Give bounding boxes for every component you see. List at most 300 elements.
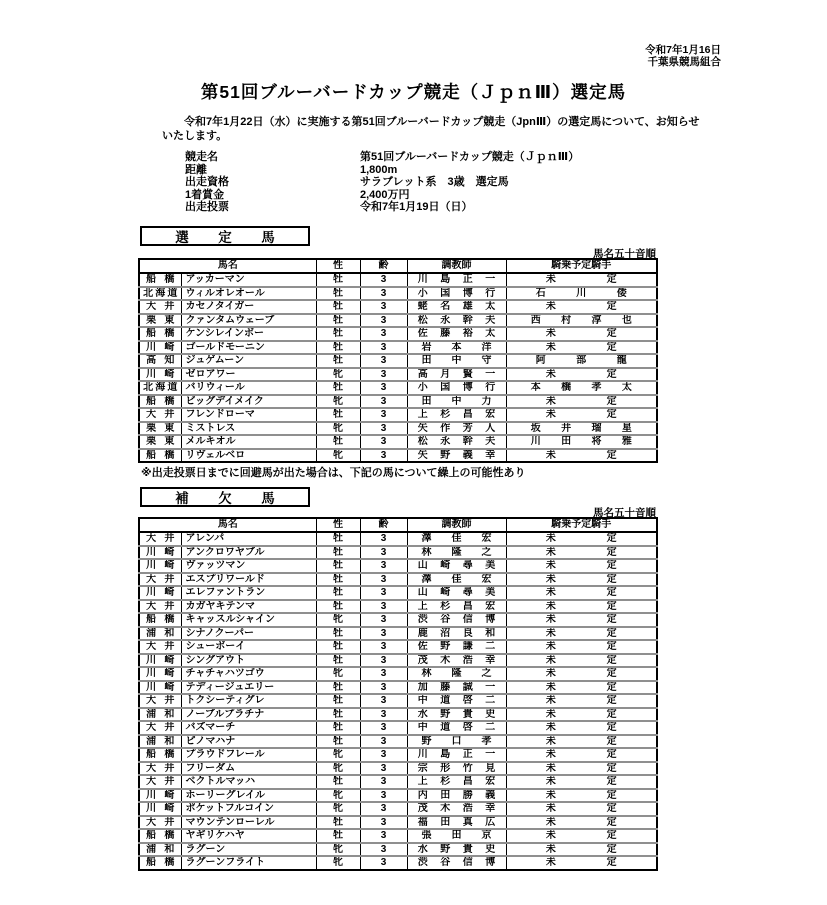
cell-jockey: 未 定 <box>506 681 657 695</box>
cell-track: 大 井 <box>139 775 181 789</box>
horse-row <box>139 640 657 654</box>
cell-sex: 牡 <box>316 381 360 395</box>
cell-track: 浦 和 <box>139 627 181 641</box>
race-name-value: 第51回ブルーバードカップ競走（ＪｐｎⅢ） <box>360 151 580 163</box>
doc-meta <box>645 44 721 68</box>
horse-row <box>139 843 657 857</box>
order-note-reserve: 馬名五十音順 <box>593 507 656 519</box>
cell-sex: 牝 <box>316 748 360 762</box>
cell-name: フリーダム <box>181 762 316 776</box>
horse-row <box>139 748 657 762</box>
cell-track: 川 崎 <box>139 667 181 681</box>
cell-name: ベクトルマッハ <box>181 775 316 789</box>
cell-trainer: 佐 野 謙 二 <box>407 640 506 654</box>
cell-track: 川 崎 <box>139 654 181 668</box>
cell-track: 栗 東 <box>139 435 181 449</box>
cell-sex: 牡 <box>316 586 360 600</box>
cell-age: 3 <box>360 654 407 668</box>
cell-trainer: 上 杉 昌 宏 <box>407 775 506 789</box>
cell-trainer: 山 崎 尋 美 <box>407 559 506 573</box>
cell-sex: 牝 <box>316 856 360 870</box>
order-note-selected: 馬名五十音順 <box>593 248 656 260</box>
cell-jockey: 未 定 <box>506 694 657 708</box>
cell-trainer: 山 崎 尋 美 <box>407 586 506 600</box>
cell-age: 3 <box>360 532 407 546</box>
cell-jockey: 石 川 倭 <box>506 287 657 301</box>
cell-name: ノーブルプラチナ <box>181 708 316 722</box>
cell-age: 3 <box>360 681 407 695</box>
cell-track: 大 井 <box>139 816 181 830</box>
cell-trainer: 矢 野 義 幸 <box>407 449 506 463</box>
horse-row <box>139 327 657 341</box>
cell-track: 船 橋 <box>139 748 181 762</box>
horse-row <box>139 694 657 708</box>
header-row <box>139 259 657 273</box>
horse-row <box>139 667 657 681</box>
cell-jockey: 未 定 <box>506 843 657 857</box>
cell-jockey: 未 定 <box>506 368 657 382</box>
horse-row <box>139 341 657 355</box>
section-selected-title: 選 定 馬 <box>175 230 283 245</box>
cell-age: 3 <box>360 287 407 301</box>
col-sex: 性 <box>316 518 360 532</box>
cell-jockey: 未 定 <box>506 600 657 614</box>
cell-name: マウンテンローレル <box>181 816 316 830</box>
cell-age: 3 <box>360 381 407 395</box>
horse-row <box>139 586 657 600</box>
cell-trainer: 鹿 沼 良 和 <box>407 627 506 641</box>
horse-row <box>139 627 657 641</box>
cell-age: 3 <box>360 775 407 789</box>
cell-age: 3 <box>360 708 407 722</box>
race-info <box>185 151 579 214</box>
cell-trainer: 田 中 力 <box>407 395 506 409</box>
horse-row <box>139 789 657 803</box>
cell-name: フレンドローマ <box>181 408 316 422</box>
cell-age: 3 <box>360 721 407 735</box>
cell-jockey: 川 田 将 雅 <box>506 435 657 449</box>
cell-track: 川 崎 <box>139 559 181 573</box>
cell-track: 船 橋 <box>139 449 181 463</box>
col-jockey: 騎乗予定騎手 <box>506 259 657 273</box>
cell-name: カガヤキテンマ <box>181 600 316 614</box>
cell-age: 3 <box>360 422 407 436</box>
race-info-row <box>185 176 579 189</box>
page-title: 第51回ブルーバードカップ競走（ＪｐｎⅢ）選定馬 <box>200 82 627 102</box>
cell-trainer: 澤 佳 宏 <box>407 573 506 587</box>
horse-row <box>139 546 657 560</box>
section-reserve-title: 補 欠 馬 <box>175 491 283 506</box>
cell-trainer: 中 道 啓 二 <box>407 721 506 735</box>
cell-age: 3 <box>360 586 407 600</box>
cell-sex: 牡 <box>316 694 360 708</box>
cell-track: 栗 東 <box>139 314 181 328</box>
cell-jockey: 坂 井 瑠 星 <box>506 422 657 436</box>
cell-name: ケンシレインボー <box>181 327 316 341</box>
section-reserve-horses <box>140 487 310 507</box>
entry-vote-value: 令和7年1月19日（日） <box>360 201 473 213</box>
cell-trainer: 中 道 啓 二 <box>407 694 506 708</box>
cell-name: チャチャハツゴウ <box>181 667 316 681</box>
col-horse-name: 馬名 <box>139 518 316 532</box>
cell-name: クァンタムウェーブ <box>181 314 316 328</box>
cell-trainer: 茂 木 浩 幸 <box>407 654 506 668</box>
selected-table-header <box>139 259 657 273</box>
horse-row <box>139 408 657 422</box>
cell-trainer: 川 島 正 一 <box>407 273 506 287</box>
cell-age: 3 <box>360 341 407 355</box>
cell-track: 船 橋 <box>139 613 181 627</box>
cell-age: 3 <box>360 449 407 463</box>
cell-name: ゼロアワー <box>181 368 316 382</box>
cell-sex: 牡 <box>316 681 360 695</box>
cell-name: ジュゲムーン <box>181 354 316 368</box>
cell-trainer: 高 月 賢 一 <box>407 368 506 382</box>
cell-sex: 牡 <box>316 559 360 573</box>
cell-jockey: 未 定 <box>506 559 657 573</box>
doc-organization: 千葉県競馬組合 <box>647 56 721 68</box>
cell-trainer: 岩 本 洋 <box>407 341 506 355</box>
cell-sex: 牡 <box>316 654 360 668</box>
reserve-horses-table <box>138 517 658 871</box>
cell-sex: 牝 <box>316 789 360 803</box>
cell-age: 3 <box>360 735 407 749</box>
cell-jockey: 未 定 <box>506 829 657 843</box>
cell-sex: 牝 <box>316 762 360 776</box>
race-name-label: 競走名 <box>185 151 218 163</box>
cell-trainer: 林 隆 之 <box>407 546 506 560</box>
cell-sex: 牝 <box>316 422 360 436</box>
cell-jockey: 西 村 淳 也 <box>506 314 657 328</box>
cell-name: エレファントラン <box>181 586 316 600</box>
cell-track: 浦 和 <box>139 708 181 722</box>
cell-age: 3 <box>360 559 407 573</box>
cell-jockey: 未 定 <box>506 789 657 803</box>
cell-jockey: 未 定 <box>506 708 657 722</box>
cell-jockey: 未 定 <box>506 667 657 681</box>
cell-age: 3 <box>360 546 407 560</box>
cell-trainer: 内 田 勝 義 <box>407 789 506 803</box>
cell-trainer: 小 国 博 行 <box>407 287 506 301</box>
selected-table-body <box>139 273 657 462</box>
cell-name: エスプリワールド <box>181 573 316 587</box>
cell-name: ラグーン <box>181 843 316 857</box>
horse-row <box>139 735 657 749</box>
horse-row <box>139 613 657 627</box>
horse-row <box>139 273 657 287</box>
cell-sex: 牡 <box>316 816 360 830</box>
cell-jockey: 未 定 <box>506 613 657 627</box>
horse-row <box>139 775 657 789</box>
cell-name: トクシーティグレ <box>181 694 316 708</box>
col-jockey: 騎乗予定騎手 <box>506 518 657 532</box>
cell-sex: 牡 <box>316 546 360 560</box>
race-info-row <box>185 164 579 177</box>
cell-track: 大 井 <box>139 640 181 654</box>
selected-horses-table <box>138 258 658 463</box>
cell-jockey: 未 定 <box>506 395 657 409</box>
cell-trainer: 佐 藤 裕 太 <box>407 327 506 341</box>
cell-track: 大 井 <box>139 408 181 422</box>
cell-sex: 牡 <box>316 627 360 641</box>
cell-trainer: 張 田 京 <box>407 829 506 843</box>
cell-trainer: 小 国 博 行 <box>407 381 506 395</box>
cell-sex: 牡 <box>316 721 360 735</box>
cell-sex: 牡 <box>316 408 360 422</box>
cell-track: 川 崎 <box>139 681 181 695</box>
cell-jockey: 未 定 <box>506 816 657 830</box>
carryover-note: ※出走投票日までに回避馬が出た場合は、下記の馬について繰上の可能性あり <box>141 467 526 479</box>
cell-name: バリウィール <box>181 381 316 395</box>
cell-sex: 牡 <box>316 735 360 749</box>
cell-sex: 牝 <box>316 449 360 463</box>
horse-row <box>139 449 657 463</box>
col-trainer: 調教師 <box>407 259 506 273</box>
cell-track: 川 崎 <box>139 586 181 600</box>
cell-track: 川 崎 <box>139 368 181 382</box>
cell-jockey: 未 定 <box>506 408 657 422</box>
cell-name: アンクロワヤブル <box>181 546 316 560</box>
cell-age: 3 <box>360 762 407 776</box>
section-selected-horses <box>140 226 310 246</box>
cell-jockey: 未 定 <box>506 721 657 735</box>
cell-jockey: 未 定 <box>506 762 657 776</box>
distance-label: 距離 <box>185 163 207 176</box>
cell-jockey: 未 定 <box>506 273 657 287</box>
cell-age: 3 <box>360 314 407 328</box>
cell-age: 3 <box>360 613 407 627</box>
horse-row <box>139 816 657 830</box>
cell-jockey: 本 橋 孝 太 <box>506 381 657 395</box>
horse-row <box>139 600 657 614</box>
cell-name: ポケットフルコイン <box>181 802 316 816</box>
horse-row <box>139 300 657 314</box>
cell-name: ホーリーグレイル <box>181 789 316 803</box>
cell-name: リヴェルベロ <box>181 449 316 463</box>
horse-row <box>139 708 657 722</box>
cell-track: 大 井 <box>139 694 181 708</box>
cell-track: 大 井 <box>139 600 181 614</box>
cell-track: 栗 東 <box>139 422 181 436</box>
cell-trainer: 澤 佳 宏 <box>407 532 506 546</box>
cell-sex: 牡 <box>316 327 360 341</box>
cell-track: 大 井 <box>139 762 181 776</box>
cell-track: 北 海 道 <box>139 287 181 301</box>
horse-row <box>139 654 657 668</box>
horse-row <box>139 368 657 382</box>
cell-sex: 牡 <box>316 640 360 654</box>
cell-track: 船 橋 <box>139 327 181 341</box>
cell-trainer: 蛯 名 雄 太 <box>407 300 506 314</box>
cell-sex: 牝 <box>316 843 360 857</box>
header-row <box>139 518 657 532</box>
cell-age: 3 <box>360 843 407 857</box>
cell-track: 船 橋 <box>139 829 181 843</box>
cell-name: ビッグデイメイク <box>181 395 316 409</box>
cell-track: 船 橋 <box>146 274 175 285</box>
cell-trainer: 田 中 守 <box>407 354 506 368</box>
reserve-table-header <box>139 518 657 532</box>
cell-age: 3 <box>360 640 407 654</box>
cell-jockey: 未 定 <box>506 640 657 654</box>
cell-age: 3 <box>360 600 407 614</box>
horse-row <box>139 829 657 843</box>
cell-age: 3 <box>360 573 407 587</box>
cell-track: 船 橋 <box>139 395 181 409</box>
horse-row <box>139 314 657 328</box>
doc-date: 令和7年1月16日 <box>645 44 721 56</box>
horse-row <box>139 721 657 735</box>
cell-jockey: 未 定 <box>506 856 657 870</box>
cell-age: 3 <box>360 273 407 287</box>
cell-jockey: 未 定 <box>506 546 657 560</box>
cell-jockey: 未 定 <box>506 735 657 749</box>
horse-row <box>139 573 657 587</box>
cell-age: 3 <box>360 627 407 641</box>
horse-row <box>139 681 657 695</box>
cell-name: シナノクーパー <box>181 627 316 641</box>
cell-jockey: 未 定 <box>506 654 657 668</box>
cell-track: 北 海 道 <box>139 381 181 395</box>
cell-name: カセノタイガー <box>181 300 316 314</box>
cell-track: 船 橋 <box>139 856 181 870</box>
cell-name: ヴァッツマン <box>181 559 316 573</box>
col-horse-name: 馬名 <box>139 259 316 273</box>
horse-row <box>139 381 657 395</box>
cell-trainer: 林 隆 之 <box>407 667 506 681</box>
cell-sex: 牡 <box>316 314 360 328</box>
prize-value: 2,400万円 <box>360 188 410 201</box>
cell-name: テディージュエリー <box>181 681 316 695</box>
horse-row <box>139 435 657 449</box>
horse-row <box>139 802 657 816</box>
cell-trainer: 上 杉 昌 宏 <box>407 408 506 422</box>
cell-track: 浦 和 <box>139 843 181 857</box>
cell-trainer: 宗 形 竹 見 <box>407 762 506 776</box>
cell-trainer: 矢 作 芳 人 <box>407 422 506 436</box>
cell-track: 川 崎 <box>139 802 181 816</box>
cell-track: 高 知 <box>139 354 181 368</box>
cell-sex: 牡 <box>316 354 360 368</box>
cell-track: 大 井 <box>146 533 175 544</box>
cell-trainer: 水 野 貴 史 <box>407 708 506 722</box>
cell-sex: 牡 <box>316 573 360 587</box>
cell-name: ゴールドモーニン <box>181 341 316 355</box>
race-info-row <box>185 201 579 214</box>
cell-age: 3 <box>360 667 407 681</box>
horse-row <box>139 856 657 870</box>
cell-sex: 牡 <box>316 273 360 287</box>
cell-name: アレンパ <box>181 532 316 546</box>
cell-age: 3 <box>360 327 407 341</box>
cell-jockey: 未 定 <box>506 300 657 314</box>
cell-trainer: 水 野 貴 史 <box>407 843 506 857</box>
cell-trainer: 上 杉 昌 宏 <box>407 600 506 614</box>
cell-jockey: 未 定 <box>506 627 657 641</box>
intro-paragraph <box>162 116 722 143</box>
cell-age: 3 <box>360 395 407 409</box>
cell-name: アッカーマン <box>181 273 316 287</box>
entry-vote-label: 出走投票 <box>185 201 229 213</box>
cell-age: 3 <box>360 694 407 708</box>
col-age: 齢 <box>360 259 407 273</box>
cell-sex: 牝 <box>316 802 360 816</box>
cell-jockey: 阿 部 龍 <box>506 354 657 368</box>
cell-name: シングアウト <box>181 654 316 668</box>
cell-track: 川 崎 <box>139 789 181 803</box>
cell-track: 川 崎 <box>139 546 181 560</box>
cell-jockey: 未 定 <box>506 532 657 546</box>
cell-jockey: 未 定 <box>506 748 657 762</box>
cell-age: 3 <box>360 856 407 870</box>
cell-name: ラグーンフライト <box>181 856 316 870</box>
cell-jockey: 未 定 <box>506 802 657 816</box>
col-sex: 性 <box>316 259 360 273</box>
cell-track: 大 井 <box>139 300 181 314</box>
reserve-table-body <box>139 532 657 870</box>
cell-track: 大 井 <box>139 573 181 587</box>
cell-track: 浦 和 <box>139 735 181 749</box>
cell-jockey: 未 定 <box>506 327 657 341</box>
race-info-row <box>185 151 579 164</box>
intro-line2: いたします。 <box>162 129 228 142</box>
cell-sex: 牡 <box>316 708 360 722</box>
cell-jockey: 未 定 <box>506 586 657 600</box>
cell-age: 3 <box>360 816 407 830</box>
cell-sex: 牡 <box>316 300 360 314</box>
cell-trainer: 川 島 正 一 <box>407 748 506 762</box>
col-age: 齢 <box>360 518 407 532</box>
cell-track: 大 井 <box>139 721 181 735</box>
cell-trainer: 渋 谷 信 博 <box>407 613 506 627</box>
horse-row <box>139 287 657 301</box>
prize-label: 1着賞金 <box>185 188 225 201</box>
cell-name: ピノマハナ <box>181 735 316 749</box>
horse-row <box>139 395 657 409</box>
cell-sex: 牡 <box>316 600 360 614</box>
cell-sex: 牝 <box>316 368 360 382</box>
cell-age: 3 <box>360 829 407 843</box>
cell-track: 川 崎 <box>139 341 181 355</box>
cell-name: ミストレス <box>181 422 316 436</box>
cell-trainer: 松 永 幹 夫 <box>407 314 506 328</box>
horse-row <box>139 559 657 573</box>
cell-jockey: 未 定 <box>506 341 657 355</box>
cell-trainer: 茂 木 浩 幸 <box>407 802 506 816</box>
cell-age: 3 <box>360 748 407 762</box>
cell-jockey: 未 定 <box>506 449 657 463</box>
distance-value: 1,800m <box>360 163 398 176</box>
horse-row <box>139 422 657 436</box>
cell-age: 3 <box>360 789 407 803</box>
cell-trainer: 福 田 真 広 <box>407 816 506 830</box>
horse-row <box>139 354 657 368</box>
cell-trainer: 加 藤 誠 一 <box>407 681 506 695</box>
cell-name: キャッスルシャイン <box>181 613 316 627</box>
cell-name: プラウドフレール <box>181 748 316 762</box>
cell-sex: 牡 <box>316 532 360 546</box>
cell-age: 3 <box>360 368 407 382</box>
cell-age: 3 <box>360 300 407 314</box>
cell-sex: 牝 <box>316 395 360 409</box>
horse-row <box>139 532 657 546</box>
cell-age: 3 <box>360 354 407 368</box>
eligibility-label: 出走資格 <box>185 176 229 188</box>
horse-row <box>139 762 657 776</box>
cell-name: シューボーイ <box>181 640 316 654</box>
cell-name: ヤギリケハヤ <box>181 829 316 843</box>
cell-sex: 牝 <box>316 613 360 627</box>
